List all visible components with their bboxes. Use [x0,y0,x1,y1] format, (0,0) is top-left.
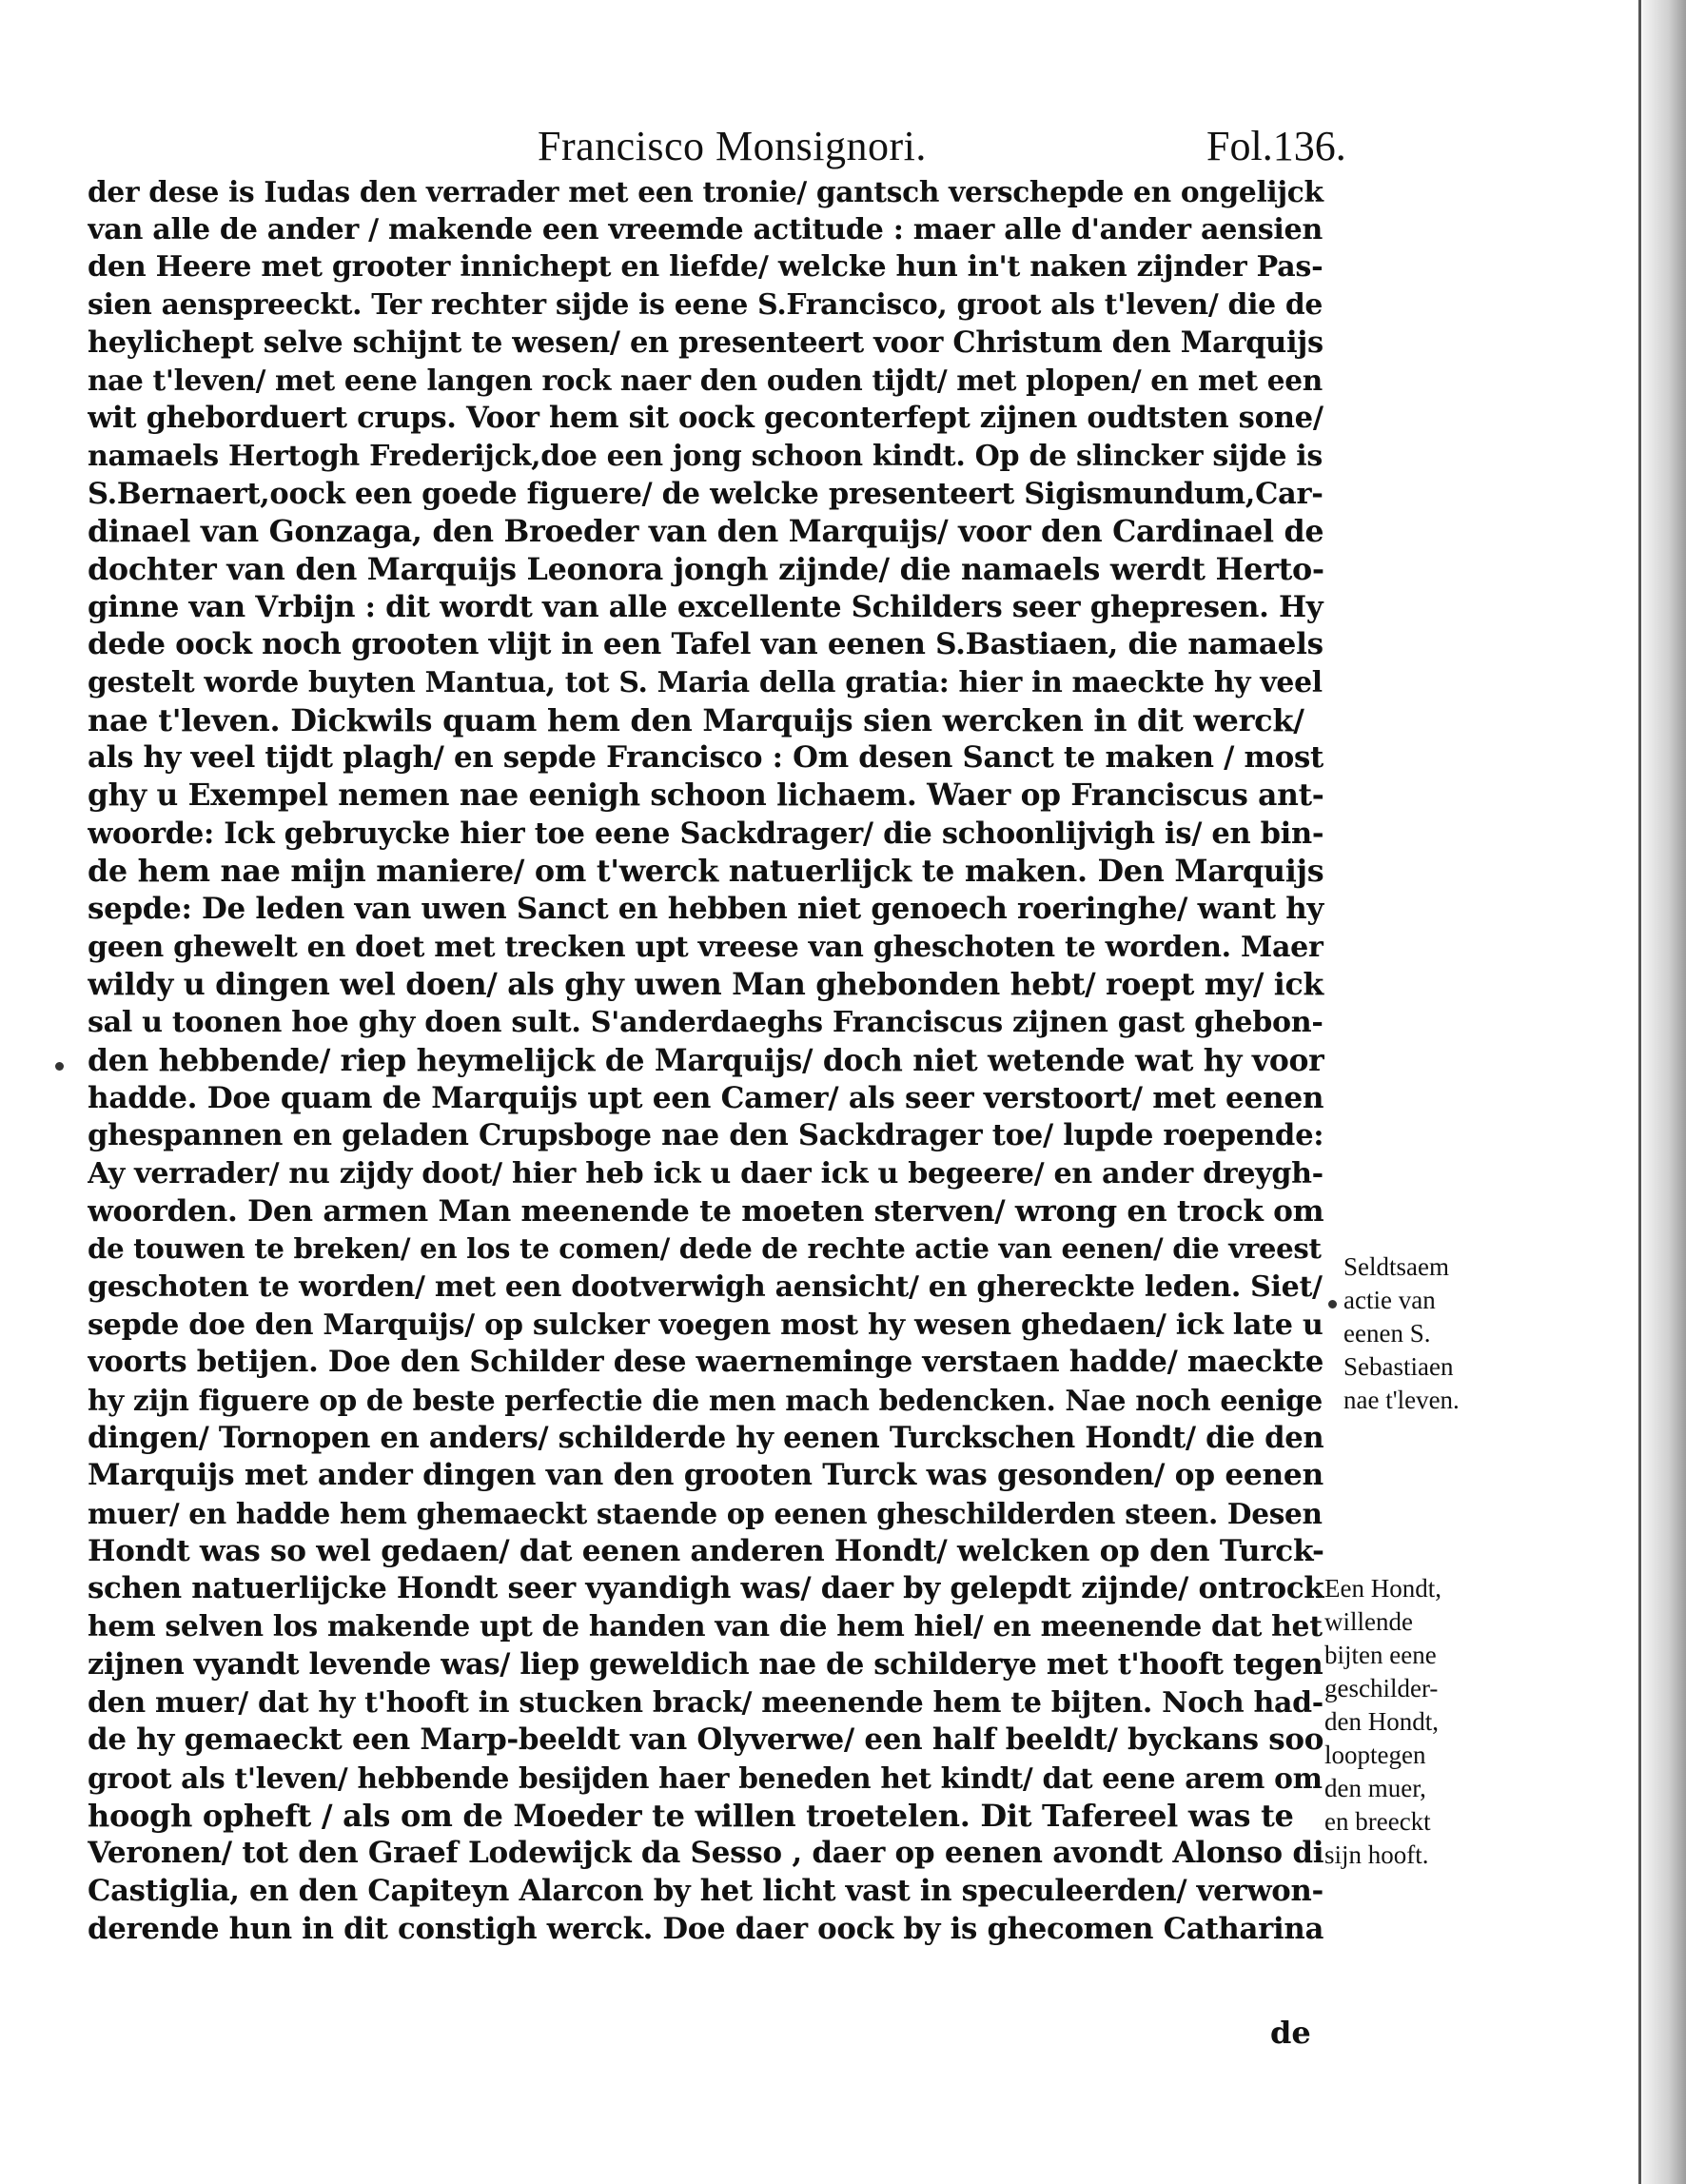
body-line: geen ghewelt en doet met trecken upt vreese van gheschoten te worden. Maer [88,930,1323,964]
catchword: de [1270,2015,1311,2051]
body-line: voorts betijen. Doe den Schilder dese waerneminge verstaen hadde/ maeckte [88,1345,1323,1380]
body-line: S.Bernaert,oock een goede figuere/ de welcke presenteert Sigismundum,Car- [88,476,1323,511]
body-line: dede oock noch grooten vlijt in een Tafel van eenen S.Bastiaen, die namaels [88,627,1323,662]
body-line: Hondt was so wel gedaen/ dat eenen anderen Hondt/ welcken op den Turck- [88,1533,1324,1568]
body-line: nae t'leven/ met eene langen rock naer den ouden tijdt/ met plopen/ en met een [88,364,1323,398]
margin-note-line: sijn hooft. [1324,1840,1429,1869]
body-line: Ay verrader/ nu zijdy doot/ hier heb ick u daer ick u begeere/ en ander dreygh- [88,1156,1323,1190]
margin-note-hondt [1324,1572,1441,1872]
body-line: Castiglia, en den Capiteyn Alarcon by het licht vast in speculeerden/ verwon- [88,1873,1323,1908]
body-line: sepde: De leden van uwen Sanct en hebben niet genoech roeringhe/ want hy [88,892,1324,927]
body-line: geschoten te worden/ met een dootverwigh aensicht/ en ghereckte leden. Siet/ [88,1269,1323,1304]
margin-note-sebastiaen [1343,1250,1460,1417]
body-line: Veronen/ tot den Graef Lodewijck da Sesso , daer op eenen avondt Alonso di [88,1836,1324,1871]
margin-note-line: actie van [1343,1286,1436,1314]
page-edge-shadow [1642,0,1686,2184]
body-line: woorden. Den armen Man meenende te moeten sterven/ wrong en trock om [88,1193,1324,1229]
body-line: nae t'leven. Dickwils quam hem den Marquijs sien wercken in dit werck/ [88,701,1304,738]
body-line: hoogh opheft / als om de Moeder te willen troetelen. Dit Tafereel was te [88,1797,1294,1834]
body-line: dochter van den Marquijs Leonora jongh zijnde/ die namaels werdt Herto- [88,551,1324,587]
body-line: hem selven los makende upt de handen van die hem hiel/ en meenende dat het [88,1610,1323,1644]
margin-note-line: den Hondt, [1324,1707,1439,1736]
body-text-block [88,173,1324,1948]
folio-number: Fol.136. [1206,123,1346,169]
body-line: van alle de ander / makende een vreemde actitude : maer alle d'ander aensien [88,212,1323,246]
body-line: sepde doe den Marquijs/ op sulcker voegen most hy wesen ghedaen/ ick late u [88,1308,1323,1342]
margin-note-line: geschilder- [1324,1674,1439,1702]
body-line: de touwen te breken/ en los te comen/ dede de rechte actie van eenen/ die vreest [88,1232,1322,1266]
body-line: de hem nae mijn maniere/ om t'werck natuerlijck te maken. Den Marquijs [88,854,1324,890]
margin-note-line: Een Hondt, [1324,1574,1441,1603]
body-line: heylichept selve schijnt te wesen/ en presenteert voor Christum den Marquijs [88,325,1323,360]
body-line: sal u toonen hoe ghy doen sult. S'anderdaeghs Franciscus zijnen gast ghebon- [88,1006,1323,1040]
margin-note-line: eenen S. [1343,1319,1431,1348]
body-line: woorde: Ick gebruycke hier toe eene Sackdrager/ die schoonlijvigh is/ en bin- [88,816,1324,851]
margin-note-line: en breeckt [1324,1807,1431,1836]
body-line: den hebbende/ riep heymelijck de Marquijs/ doch niet wetende wat hy voor [88,1042,1324,1078]
ink-spot [55,1062,64,1071]
body-line: dinael van Gonzaga, den Broeder van den Marquijs/ voor den Cardinael de [88,514,1324,550]
body-line: gestelt worde buyten Mantua, tot S. Maria della gratia: hier in maeckte hy veel [88,665,1323,699]
margin-note-line: Seldtsaem [1343,1252,1449,1281]
margin-note-line: willende [1324,1607,1413,1636]
body-line: ghy u Exempel nemen nae eenigh schoon lichaem. Waer op Franciscus ant- [88,778,1324,813]
margin-note-line: nae t'leven. [1343,1386,1460,1414]
body-line: der dese is Iudas den verrader met een tronie/ gantsch verschepde en ongelijck [88,175,1323,208]
body-line: namaels Hertogh Frederijck,doe een jong schoon kindt. Op de slincker sijde is [88,439,1323,473]
body-line: den muer/ dat hy t'hooft in stucken brack/ meenende hem te bijten. Noch had- [88,1685,1323,1720]
body-line: hadde. Doe quam de Marquijs upt een Camer/ als seer verstoort/ met eenen [88,1080,1324,1115]
body-line: Marquijs met ander dingen van den grooten Turck was gesonden/ op eenen [88,1458,1323,1493]
body-line: als hy veel tijdt plagh/ en sepde Francisco : Om desen Sanct te maken / most [88,740,1323,776]
body-line: de hy gemaeckt een Marp-beeldt van Olyverwe/ een half beeldt/ byckans soo [88,1722,1324,1758]
body-line: schen natuerlijcke Hondt seer vyandigh was/ daer by gelepdt zijnde/ ontrock [88,1571,1324,1606]
body-line: derende hun in dit constigh werck. Doe daer oock by is ghecomen Catharina [88,1911,1324,1946]
body-line: dingen/ Tornopen en anders/ schilderde hy eenen Turckschen Hondt/ die den [88,1420,1324,1455]
margin-note-line: den muer, [1324,1774,1426,1802]
body-line: muer/ en hadde hem ghemaeckt staende op eenen gheschilderden steen. Desen [88,1497,1323,1531]
body-line: sien aenspreeckt. Ter rechter sijde is eene S.Francisco, groot als t'leven/ die de [88,288,1323,323]
page-edge-line [1638,0,1641,2184]
body-line: hy zijn figuere op de beste perfectie die men mach bedencken. Nae noch eenige [88,1384,1323,1417]
running-head-title: Francisco Monsignori. [538,123,927,169]
body-line: ghespannen en geladen Crupsboge nae den Sackdrager toe/ lupde roepende: [88,1118,1324,1153]
margin-note-line: bijten eene [1324,1641,1437,1669]
body-line: wildy u dingen wel doen/ als ghy uwen Man ghebonden hebt/ roept my/ ick [88,967,1323,1003]
body-line: ginne van Vrbijn : dit wordt van alle excellente Schilders seer ghepresen. Hy [88,589,1323,624]
margin-note-line: Sebastiaen [1343,1352,1454,1381]
body-line: den Heere met grooter innichept en liefde/ welcke hun in't naken zijnder Pas- [88,250,1323,285]
body-line: zijnen vyandt levende was/ liep geweldich nae de schilderye met t'hooft tegen [88,1646,1323,1682]
body-line: wit gheborduert crups. Voor hem sit oock geconterfept zijnen oudtsten sone/ [88,401,1323,436]
margin-note-line: looptegen [1324,1741,1426,1769]
margin-reference-mark [1328,1300,1337,1308]
body-line: groot als t'leven/ hebbende besijden haer beneden het kindt/ dat eene arem om [88,1761,1323,1795]
